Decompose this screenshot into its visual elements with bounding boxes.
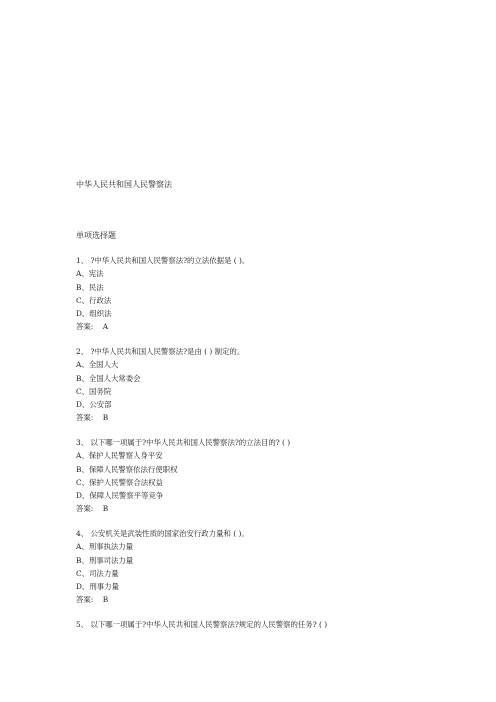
- option-a: A、保护人民警察人身平安: [76, 451, 163, 461]
- section-heading: 单项选择题: [76, 231, 116, 240]
- answer-row: [76, 320, 476, 333]
- option-b: B、刑事司法力量: [76, 555, 134, 565]
- option-d: D、刑事力量: [76, 582, 119, 592]
- option-d: D、公安部: [76, 400, 112, 410]
- option-c: C、保护人民警察合法权益: [76, 477, 163, 487]
- option-c: C、国务院: [76, 386, 112, 396]
- answer-row: [76, 593, 476, 606]
- answer-label: 答案:: [76, 504, 94, 514]
- question-4: [76, 527, 476, 607]
- question-5: [76, 618, 476, 631]
- option-d: D、组织法: [76, 309, 112, 319]
- question-3: [76, 436, 476, 516]
- answer-value: B: [102, 413, 109, 423]
- question-stem: 4、 公安机关是武装性质的国家治安行政力量和 ( )。: [76, 529, 249, 538]
- answer-value: A: [102, 322, 109, 332]
- question-stem: 2、 ?中华人民共和国人民警察法?是由 ( ) 制定的。: [76, 347, 245, 356]
- question-2: [76, 345, 476, 425]
- answer-label: 答案:: [76, 322, 94, 332]
- answer-row: [76, 502, 476, 515]
- question-stem: 1、 ?中华人民共和国人民警察法?的立法依据是 ( )。: [76, 256, 250, 265]
- answer-row: [76, 411, 476, 424]
- option-a: A、宪法: [76, 269, 104, 279]
- question-stem: 3、 以下哪一项属于?中华人民共和国人民警察法?的立法目的? ( ): [76, 438, 291, 447]
- answer-value: B: [102, 595, 109, 605]
- option-c: C、行政法: [76, 295, 112, 305]
- option-b: B、全国人大常委会: [76, 373, 141, 383]
- option-a: A、全国人大: [76, 360, 119, 370]
- option-b: B、保障人民警察依法行使职权: [76, 464, 178, 474]
- question-1: [76, 254, 476, 334]
- answer-label: 答案:: [76, 595, 94, 605]
- option-a: A、刑事执法力量: [76, 542, 134, 552]
- answer-label: 答案:: [76, 413, 94, 423]
- document-title: 中华人民共和国人民警察法: [76, 180, 172, 189]
- answer-value: B: [102, 504, 109, 514]
- option-d: D、保障人民警察平等竞争: [76, 491, 164, 501]
- option-b: B、民法: [76, 282, 104, 292]
- question-stem: 5、 以下哪一项属于?中华人民共和国人民警察法?规定的人民警察的任务? ( ): [76, 620, 328, 629]
- option-c: C、司法力量: [76, 568, 119, 578]
